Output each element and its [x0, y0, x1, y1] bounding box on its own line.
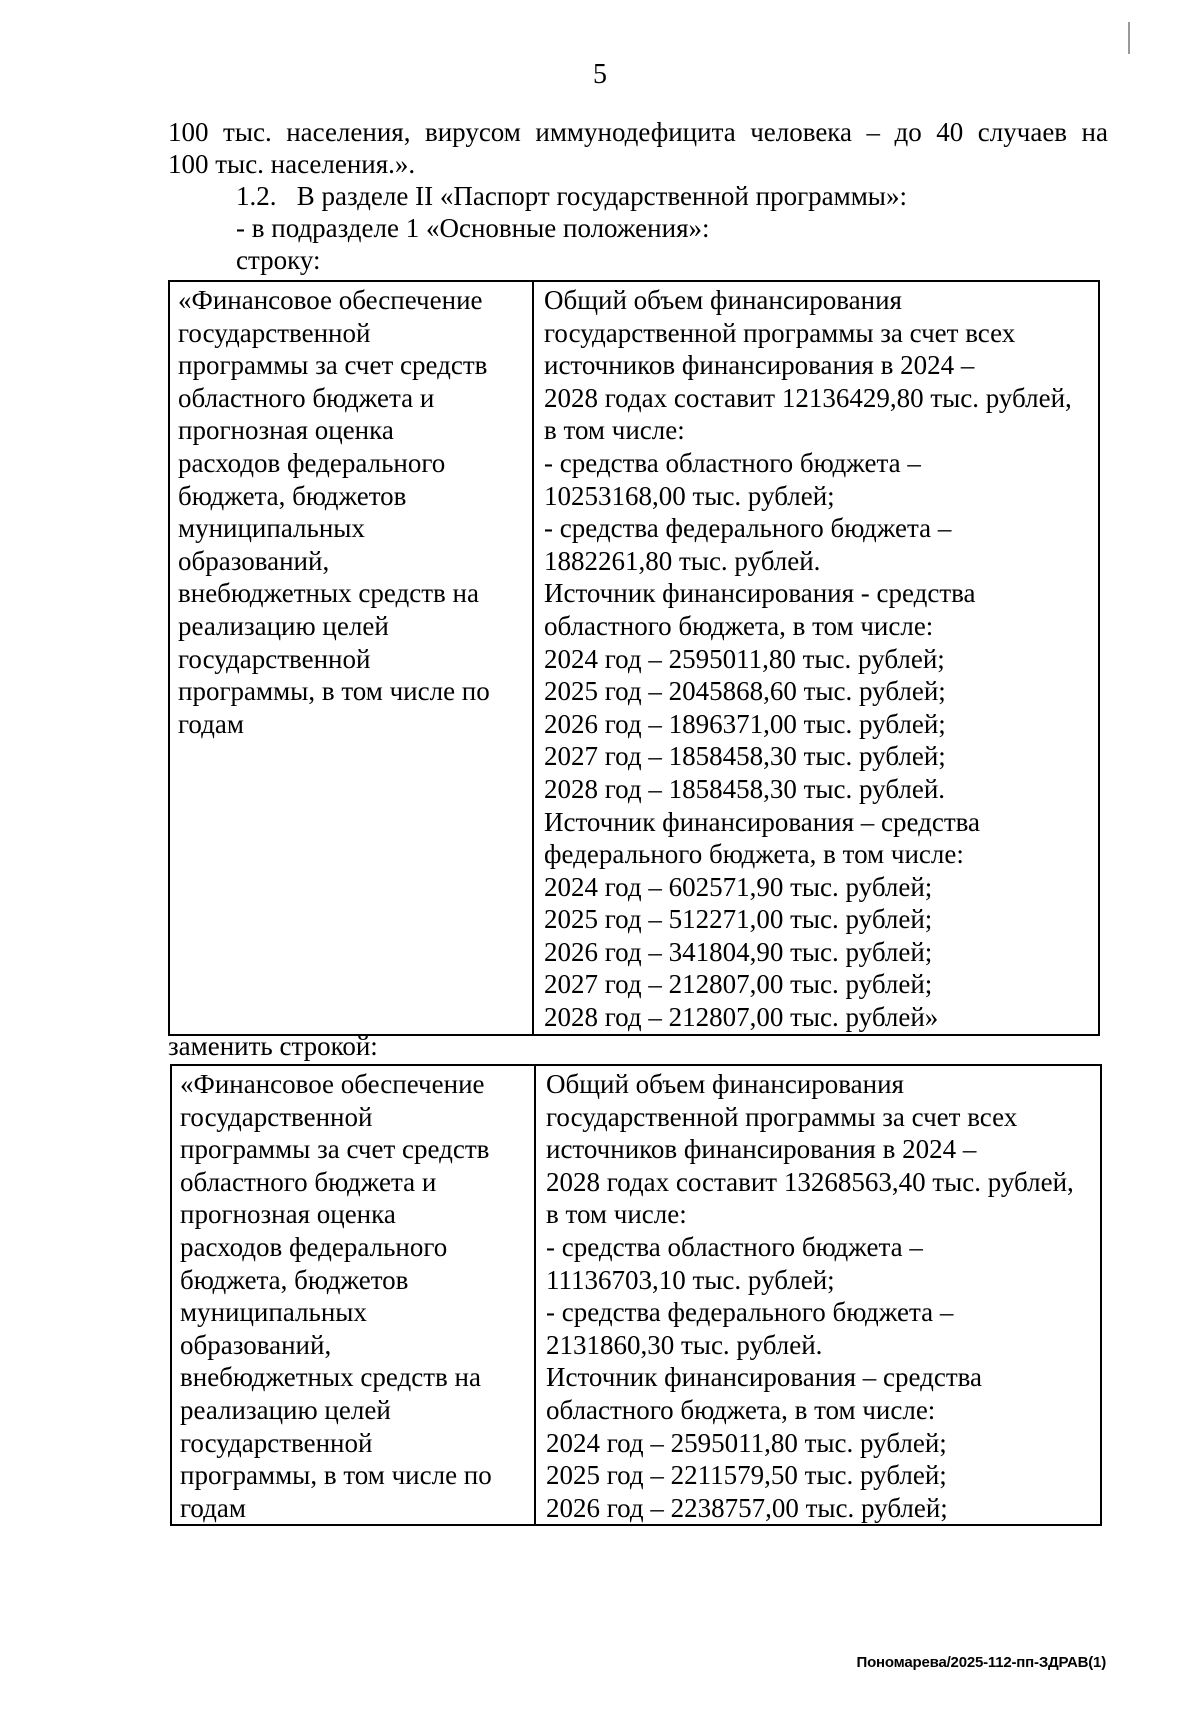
- cell-line: Источник финансирования – средства: [544, 806, 981, 837]
- cell-line: 2024 год – 2595011,80 тыс. рублей;: [546, 1427, 947, 1458]
- cell-line: реализацию целей: [178, 610, 389, 641]
- cell-line: реализацию целей: [180, 1394, 391, 1425]
- cell-line: 2025 год – 2211579,50 тыс. рублей;: [546, 1460, 947, 1491]
- intro-line: 100 тыс. населения.».: [168, 149, 416, 179]
- cell-line: областного бюджета, в том числе:: [546, 1394, 936, 1425]
- cell-line: программы, в том числе по: [178, 676, 490, 707]
- old-right-cell: [533, 281, 1099, 1035]
- cell-line: 2025 год – 2045868,60 тыс. рублей;: [544, 676, 946, 707]
- cell-line: 1882261,80 тыс. рублей.: [544, 545, 821, 576]
- cell-line: 2027 год – 1858458,30 тыс. рублей;: [544, 741, 946, 772]
- new-left-lines: [180, 1068, 528, 1524]
- cell-line: 2028 год – 1858458,30 тыс. рублей.: [544, 773, 946, 804]
- cell-line: прогнозная оценка: [178, 415, 394, 446]
- cell-line: источников финансирования в 2024 –: [544, 350, 975, 381]
- cell-line: областного бюджета и: [180, 1166, 437, 1197]
- new-left-cell: [171, 1065, 535, 1525]
- cell-line: государственной программы за счет всех: [546, 1101, 1018, 1132]
- cell-line: государственной программы за счет всех: [544, 317, 1016, 348]
- replace-label: заменить строкой:: [168, 1031, 378, 1061]
- table-row: [169, 281, 1099, 1035]
- intro-subsection: - в подразделе 1 «Основные положения»:: [236, 213, 710, 243]
- page-number: 5: [593, 59, 607, 90]
- cell-line: бюджета, бюджетов: [180, 1264, 409, 1295]
- cell-line: в том числе:: [544, 415, 685, 446]
- cell-line: 2024 год – 602571,90 тыс. рублей;: [544, 871, 933, 902]
- cell-line: расходов федерального: [178, 447, 446, 478]
- cell-line: государственной: [178, 317, 371, 348]
- cell-line: Источник финансирования – средства: [546, 1362, 983, 1393]
- cell-line: образований,: [178, 545, 330, 576]
- cell-line: - средства областного бюджета –: [544, 447, 921, 478]
- intro-row-label: строку:: [236, 245, 321, 275]
- cell-line: расходов федерального: [180, 1231, 448, 1262]
- old-left-lines: [178, 284, 526, 740]
- cell-line: программы, в том числе по: [180, 1460, 492, 1491]
- cell-line: - средства федерального бюджета –: [544, 513, 952, 544]
- scan-edge-mark: [1128, 22, 1130, 54]
- cell-line: «Финансовое обеспечение: [180, 1069, 485, 1099]
- new-right-lines: [546, 1068, 1094, 1524]
- cell-line: 2028 годах составит 13268563,40 тыс. рублей,: [546, 1166, 1074, 1197]
- cell-line: 2026 год – 2238757,00 тыс. рублей;: [546, 1492, 948, 1523]
- old-right-lines: [544, 284, 1092, 1034]
- cell-line: муниципальных: [180, 1297, 367, 1328]
- cell-line: образований,: [180, 1329, 332, 1360]
- cell-line: - средства федерального бюджета –: [546, 1297, 954, 1328]
- cell-line: 2131860,30 тыс. рублей.: [546, 1329, 823, 1360]
- intro-line: 100 тыс. населения, вирусом иммунодефицита человека – до 40 случаев на: [168, 117, 1108, 147]
- new-row-table: [170, 1064, 1102, 1526]
- intro-section-heading: 1.2. В разделе II «Паспорт государственной программы»:: [236, 181, 907, 211]
- cell-line: Общий объем финансирования: [546, 1069, 904, 1099]
- cell-line: государственной: [180, 1427, 373, 1458]
- cell-line: источников финансирования в 2024 –: [546, 1134, 977, 1165]
- cell-line: 10253168,00 тыс. рублей;: [544, 480, 835, 511]
- cell-line: внебюджетных средств на: [178, 578, 479, 609]
- old-row-table: [168, 280, 1100, 1036]
- new-right-cell: [535, 1065, 1101, 1525]
- cell-line: областного бюджета и: [178, 382, 435, 413]
- cell-line: 2028 год – 212807,00 тыс. рублей»: [544, 1002, 939, 1033]
- table-row: [171, 1065, 1101, 1525]
- intro-text: [168, 116, 1108, 276]
- cell-line: программы за счет средств: [180, 1134, 490, 1165]
- cell-line: годам: [180, 1492, 246, 1523]
- cell-line: 2027 год – 212807,00 тыс. рублей;: [544, 969, 933, 1000]
- document-footer-code: Пономарева/2025-112-пп-ЗДРАВ(1): [856, 1654, 1106, 1671]
- cell-line: программы за счет средств: [178, 350, 488, 381]
- old-left-cell: [169, 281, 533, 1035]
- cell-line: 2024 год – 2595011,80 тыс. рублей;: [544, 643, 945, 674]
- cell-line: внебюджетных средств на: [180, 1362, 481, 1393]
- cell-line: бюджета, бюджетов: [178, 480, 407, 511]
- cell-line: 11136703,10 тыс. рублей;: [546, 1264, 835, 1295]
- cell-line: 2025 год – 512271,00 тыс. рублей;: [544, 904, 933, 935]
- cell-line: прогнозная оценка: [180, 1199, 396, 1230]
- cell-line: государственной: [178, 643, 371, 674]
- cell-line: федерального бюджета, в том числе:: [544, 839, 964, 870]
- cell-line: 2026 год – 1896371,00 тыс. рублей;: [544, 708, 946, 739]
- cell-line: Общий объем финансирования: [544, 285, 902, 315]
- cell-line: 2028 годах составит 12136429,80 тыс. рублей,: [544, 382, 1072, 413]
- cell-line: 2026 год – 341804,90 тыс. рублей;: [544, 936, 933, 967]
- cell-line: в том числе:: [546, 1199, 687, 1230]
- cell-line: муниципальных: [178, 513, 365, 544]
- cell-line: государственной: [180, 1101, 373, 1132]
- cell-line: областного бюджета, в том числе:: [544, 610, 934, 641]
- cell-line: годам: [178, 708, 244, 739]
- cell-line: - средства областного бюджета –: [546, 1231, 923, 1262]
- cell-line: Источник финансирования - средства: [544, 578, 976, 609]
- cell-line: «Финансовое обеспечение: [178, 285, 483, 315]
